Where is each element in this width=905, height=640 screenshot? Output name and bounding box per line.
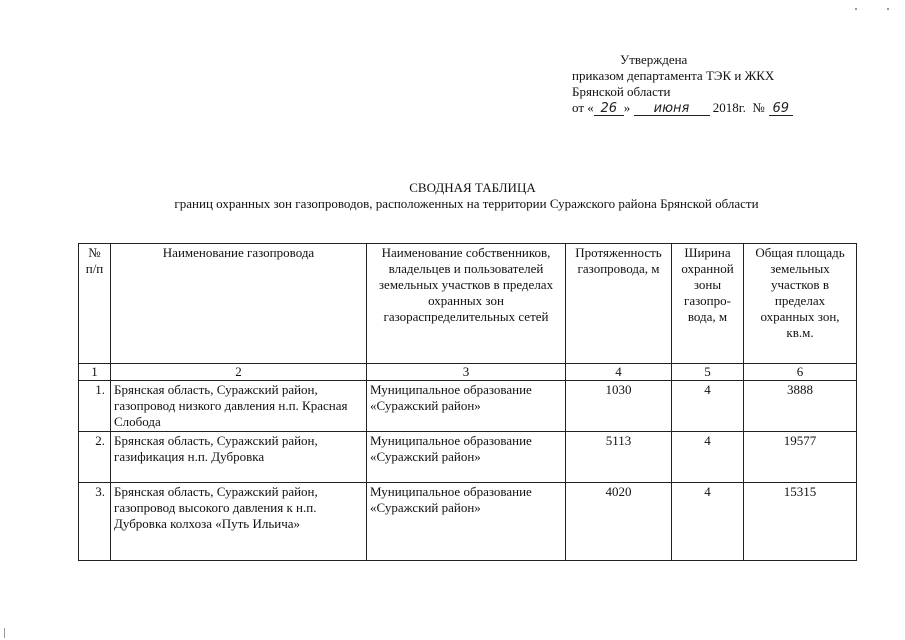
handwritten-number: 69 [769,102,793,116]
document-subtitle: границ охранных зон газопроводов, расположенных на территории Суражского района Брянской области [174,196,759,211]
summary-table [78,243,857,561]
owner-name: Муниципальное образование «Суражский район» [367,483,566,561]
column-number: 6 [744,364,857,381]
header-cell: Наименование собственников, владельцев и пользователей земельных участков в пределах охранных зон газораспределительных сетей [367,244,566,364]
approval-date-line [572,100,872,116]
row-number: 2. [79,432,111,483]
pipeline-name: Брянская область, Суражский район, газификация н.п. Дубровка [111,432,367,483]
column-number: 1 [79,364,111,381]
pipeline-name: Брянская область, Суражский район, газопровод высокого давления к н.п. Дубровка колхоза «Путь Ильича» [111,483,367,561]
approval-stamp [572,52,872,116]
column-number-row [79,364,857,381]
document-title: СВОДНАЯ ТАБЛИЦА [409,180,536,195]
row-number: 1. [79,381,111,432]
zone-width: 4 [672,432,744,483]
document-heading [0,180,905,212]
zone-area: 15315 [744,483,857,561]
header-cell: № п/п [79,244,111,364]
date-prefix: от « [572,100,594,115]
zone-area: 19577 [744,432,857,483]
column-number: 5 [672,364,744,381]
header-cell: Протяженность газопровода, м [566,244,672,364]
zone-area: 3888 [744,381,857,432]
pipeline-length: 5113 [566,432,672,483]
zone-width: 4 [672,381,744,432]
column-number: 4 [566,364,672,381]
pipeline-name: Брянская область, Суражский район, газопровод низкого давления н.п. Красная Слобода [111,381,367,432]
table-row [79,381,857,432]
row-number: 3. [79,483,111,561]
header-cell: Общая площадь земельных участков в пределах охранных зон, кв.м. [744,244,857,364]
table-row [79,432,857,483]
approval-title: Утверждена [620,52,688,67]
table-row [79,483,857,561]
approval-region-line: Брянской области [572,84,671,99]
scan-speck [887,8,889,10]
header-cell: Наименование газопровода [111,244,367,364]
date-year: 2018г. [712,100,746,115]
zone-width: 4 [672,483,744,561]
owner-name: Муниципальное образование «Суражский район» [367,432,566,483]
number-label: № [752,100,765,115]
scan-speck [4,628,5,638]
pipeline-length: 1030 [566,381,672,432]
handwritten-month: июня [634,102,710,116]
column-number: 3 [367,364,566,381]
handwritten-day: 26 [594,102,624,116]
column-number: 2 [111,364,367,381]
table-header-row [79,244,857,364]
date-quote-close: » [623,100,631,115]
owner-name: Муниципальное образование «Суражский район» [367,381,566,432]
pipeline-length: 4020 [566,483,672,561]
header-cell: Ширина охранной зоны газопро-вода, м [672,244,744,364]
approval-order-line: приказом департамента ТЭК и ЖКХ [572,68,775,83]
scan-speck [855,8,857,10]
